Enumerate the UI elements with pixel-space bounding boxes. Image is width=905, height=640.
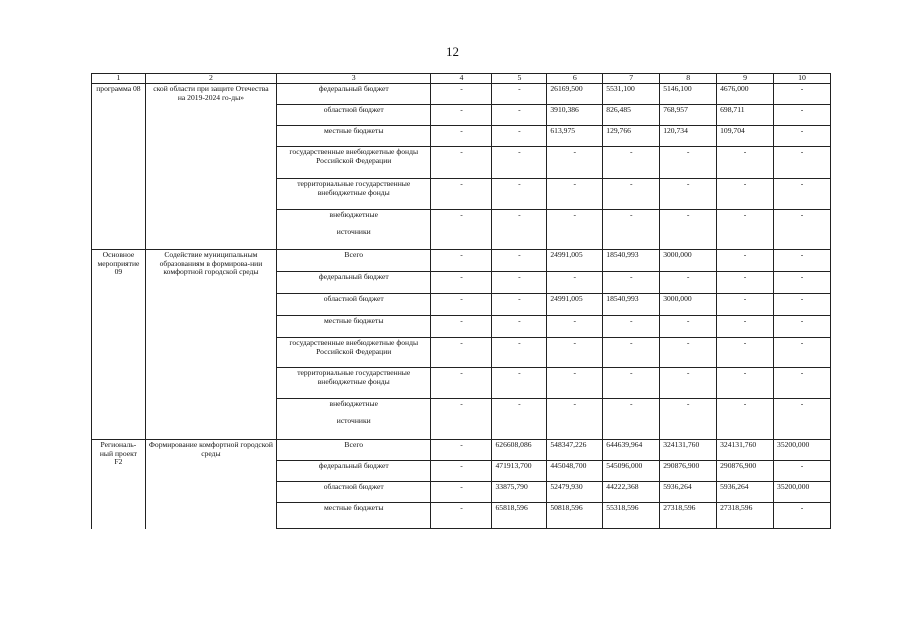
source-label-line: источники [336,415,371,425]
value-cell: - [431,482,492,503]
value-cell: - [717,316,774,338]
header-cell: 10 [774,74,831,84]
source-label [276,210,431,250]
value-cell: - [492,368,547,399]
source-label: местные бюджеты [276,126,431,147]
value-cell: - [774,105,831,126]
value-cell: - [547,179,603,210]
value-cell: 613,975 [547,126,603,147]
value-cell: 644639,964 [603,440,660,461]
value-cell: - [774,294,831,316]
header-cell: 1 [92,74,146,84]
header-cell: 5 [492,74,547,84]
value-cell: - [431,147,492,179]
value-cell: - [547,316,603,338]
value-cell: - [660,368,717,399]
value-cell: - [774,399,831,440]
source-label: территориальные государственные внебюджетные фонды [276,368,431,399]
program-code: программа 08 [92,84,146,250]
value-cell: - [492,126,547,147]
header-cell: 2 [145,74,276,84]
value-cell: 4676,000 [717,84,774,105]
value-cell: - [717,338,774,368]
value-cell: 768,957 [660,105,717,126]
source-label: федеральный бюджет [276,461,431,482]
value-cell: 24991,005 [547,294,603,316]
value-cell: - [431,338,492,368]
value-cell: - [603,368,660,399]
value-cell: - [660,316,717,338]
value-cell: - [774,126,831,147]
value-cell: - [660,147,717,179]
value-cell: - [547,399,603,440]
value-cell: - [717,147,774,179]
value-cell: - [717,272,774,294]
source-label: местные бюджеты [276,503,431,529]
value-cell: - [774,250,831,272]
value-cell: 471913,700 [492,461,547,482]
value-cell: - [603,179,660,210]
value-cell: 18540,993 [603,294,660,316]
source-label [276,399,431,440]
source-label: государственные внебюджетные фонды Российской Федерации [276,147,431,179]
value-cell: 44222,368 [603,482,660,503]
value-cell: - [717,399,774,440]
value-cell: 290876,900 [660,461,717,482]
value-cell: - [774,503,831,529]
value-cell: - [547,272,603,294]
program-code: Основное мероприятие 09 [92,250,146,440]
value-cell: 698,711 [717,105,774,126]
value-cell: - [660,179,717,210]
value-cell: - [431,105,492,126]
value-cell: 3000,000 [660,294,717,316]
value-cell: - [603,147,660,179]
value-cell: - [717,179,774,210]
budget-table [91,73,831,529]
source-label-line: внебюджетные [329,399,378,408]
header-cell: 3 [276,74,431,84]
value-cell: - [603,338,660,368]
value-cell: - [717,294,774,316]
value-cell: 290876,900 [717,461,774,482]
value-cell: - [660,272,717,294]
value-cell: 324131,760 [717,440,774,461]
source-label: местные бюджеты [276,316,431,338]
value-cell: 120,734 [660,126,717,147]
value-cell: 109,704 [717,126,774,147]
value-cell: - [492,105,547,126]
value-cell: - [431,440,492,461]
value-cell: - [431,126,492,147]
program-title: Содействие муниципальным образованиям в формирова-нии комфортной городской среды [145,250,276,440]
value-cell: - [774,272,831,294]
source-label-line: внебюджетные [329,210,378,219]
value-cell: - [717,250,774,272]
table-row [92,440,831,461]
value-cell: 26169,500 [547,84,603,105]
value-cell: - [492,147,547,179]
value-cell: 5531,100 [603,84,660,105]
source-label: областной бюджет [276,294,431,316]
table-row [92,250,831,272]
page-number: 12 [446,44,459,59]
value-cell: - [431,399,492,440]
value-cell: 27318,596 [717,503,774,529]
value-cell: 5146,100 [660,84,717,105]
header-cell: 7 [603,74,660,84]
source-label-line: источники [336,226,371,236]
value-cell: 33875,790 [492,482,547,503]
program-title: ской области при защите Отечества на 2019-2024 го-ды» [145,84,276,250]
value-cell: - [547,368,603,399]
value-cell: 50818,596 [547,503,603,529]
value-cell: - [431,503,492,529]
value-cell: - [660,399,717,440]
value-cell: 55318,596 [603,503,660,529]
table-row [92,84,831,105]
value-cell: - [431,316,492,338]
value-cell: - [492,338,547,368]
program-code: Региональ-ный проект F2 [92,440,146,529]
value-cell: 5936,264 [660,482,717,503]
value-cell: - [492,84,547,105]
value-cell: 5936,264 [717,482,774,503]
value-cell: 548347,226 [547,440,603,461]
value-cell: - [431,250,492,272]
value-cell: - [492,179,547,210]
source-label: территориальные государственные внебюджетные фонды [276,179,431,210]
value-cell: - [774,179,831,210]
program-title: Формирование комфортной городской среды [145,440,276,529]
value-cell: 3910,386 [547,105,603,126]
source-label: федеральный бюджет [276,272,431,294]
value-cell: 35200,000 [774,440,831,461]
value-cell: - [774,461,831,482]
value-cell: - [603,316,660,338]
header-row [92,74,831,84]
value-cell: - [774,210,831,250]
source-label: областной бюджет [276,105,431,126]
value-cell: - [492,272,547,294]
value-cell: - [492,316,547,338]
value-cell: 445048,700 [547,461,603,482]
value-cell: - [492,250,547,272]
header-cell: 9 [717,74,774,84]
value-cell: 27318,596 [660,503,717,529]
value-cell: 626608,086 [492,440,547,461]
source-label: федеральный бюджет [276,84,431,105]
value-cell: 826,485 [603,105,660,126]
value-cell: - [431,294,492,316]
value-cell: - [774,147,831,179]
value-cell: - [660,338,717,368]
value-cell: 324131,760 [660,440,717,461]
value-cell: 65818,596 [492,503,547,529]
value-cell: 545096,000 [603,461,660,482]
value-cell: - [717,368,774,399]
value-cell: - [547,338,603,368]
header-cell: 6 [547,74,603,84]
value-cell: - [431,368,492,399]
value-cell: - [431,210,492,250]
value-cell: - [431,272,492,294]
value-cell: - [492,210,547,250]
source-label: Всего [276,440,431,461]
value-cell: 52479,930 [547,482,603,503]
value-cell: - [774,316,831,338]
value-cell: 18540,993 [603,250,660,272]
value-cell: - [547,147,603,179]
value-cell: - [431,461,492,482]
source-label: областной бюджет [276,482,431,503]
value-cell: 3000,000 [660,250,717,272]
value-cell: - [660,210,717,250]
value-cell: - [492,399,547,440]
value-cell: 129,766 [603,126,660,147]
value-cell: - [774,84,831,105]
value-cell: - [547,210,603,250]
value-cell: - [492,294,547,316]
value-cell: 35200,000 [774,482,831,503]
value-cell: 24991,005 [547,250,603,272]
value-cell: - [431,84,492,105]
value-cell: - [774,368,831,399]
value-cell: - [603,399,660,440]
source-label: государственные внебюджетные фонды Российской Федерации [276,338,431,368]
header-cell: 8 [660,74,717,84]
source-label: Всего [276,250,431,272]
header-cell: 4 [431,74,492,84]
value-cell: - [717,210,774,250]
value-cell: - [431,179,492,210]
value-cell: - [603,272,660,294]
value-cell: - [774,338,831,368]
value-cell: - [603,210,660,250]
